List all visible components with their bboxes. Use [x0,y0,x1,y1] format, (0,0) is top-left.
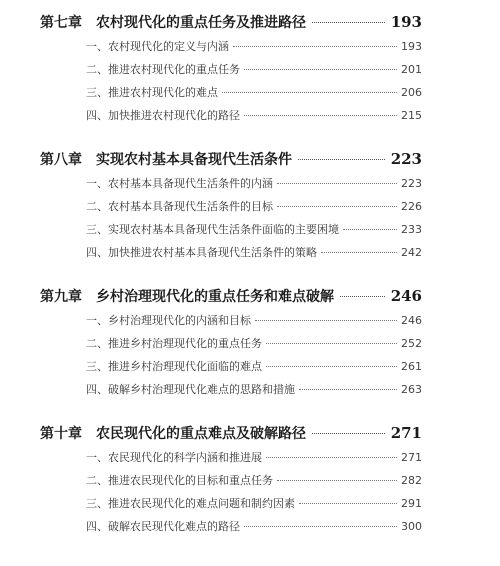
chapter-title: 乡村治理现代化的重点任务和难点破解 [96,289,334,305]
section-title: 一、乡村治理现代化的内涵和目标 [86,314,251,327]
section-title: 三、推进农民现代化的难点问题和制约因素 [86,497,295,510]
dot-leader [277,183,397,184]
chapter-heading[interactable] [40,286,422,308]
section-title: 三、推进乡村治理现代化面临的难点 [86,360,262,373]
section-entry[interactable] [86,107,422,125]
dot-leader [277,206,397,207]
section-page-number: 271 [401,451,422,464]
chapter-number: 第八章 [40,152,82,168]
section-title: 二、推进乡村治理现代化的重点任务 [86,337,262,350]
section-entry[interactable] [86,175,422,193]
section-page-number: 263 [401,383,422,396]
dot-leader [255,320,397,321]
dot-leader [299,389,397,390]
dot-leader [266,343,397,344]
chapter-title: 实现农村基本具备现代生活条件 [96,152,292,168]
section-page-number: 282 [401,474,422,487]
section-entry[interactable] [86,312,422,330]
section-page-number: 201 [401,63,422,76]
dot-leader [298,159,385,160]
section-entry[interactable] [86,198,422,216]
chapter-title: 农民现代化的重点难点及破解路径 [96,426,306,442]
dot-leader [266,457,397,458]
section-page-number: 215 [401,109,422,122]
section-title: 三、实现农村基本具备现代生活条件面临的主要困境 [86,223,339,236]
dot-leader [244,69,397,70]
section-title: 四、加快推进农村现代化的路径 [86,109,240,122]
dot-leader [312,433,385,434]
section-page-number: 193 [401,40,422,53]
section-entry[interactable] [86,244,422,262]
section-entry[interactable] [86,335,422,353]
section-entry[interactable] [86,38,422,56]
section-title: 一、农民现代化的科学内涵和推进展 [86,451,262,464]
chapter-heading[interactable] [40,12,422,34]
section-entry[interactable] [86,518,422,536]
section-title: 二、推进农民现代化的目标和重点任务 [86,474,273,487]
section-entry[interactable] [86,472,422,490]
section-entry[interactable] [86,358,422,376]
dot-leader [244,526,397,527]
section-title: 一、农村基本具备现代生活条件的内涵 [86,177,273,190]
section-title: 三、推进农村现代化的难点 [86,86,218,99]
section-title: 二、推进农村现代化的重点任务 [86,63,240,76]
dot-leader [299,503,397,504]
section-page-number: 246 [401,314,422,327]
section-entry[interactable] [86,449,422,467]
dot-leader [244,115,397,116]
dot-leader [266,366,397,367]
section-page-number: 233 [401,223,422,236]
section-page-number: 291 [401,497,422,510]
section-entry[interactable] [86,495,422,513]
section-title: 四、加快推进农村基本具备现代生活条件的策略 [86,246,317,259]
section-entry[interactable] [86,221,422,239]
dot-leader [340,296,385,297]
chapter-page-number: 223 [390,150,422,168]
section-title: 四、破解乡村治理现代化难点的思路和措施 [86,383,295,396]
dot-leader [312,22,385,23]
dot-leader [321,252,397,253]
chapter-number: 第七章 [40,15,82,31]
dot-leader [343,229,397,230]
chapter-page-number: 271 [390,424,422,442]
section-title: 一、农村现代化的定义与内涵 [86,40,229,53]
section-page-number: 261 [401,360,422,373]
chapter-heading[interactable] [40,149,422,171]
section-entry[interactable] [86,381,422,399]
section-page-number: 300 [401,520,422,533]
section-entry[interactable] [86,84,422,102]
section-title: 二、农村基本具备现代生活条件的目标 [86,200,273,213]
chapter-heading[interactable] [40,423,422,445]
dot-leader [222,92,397,93]
dot-leader [233,46,397,47]
section-title: 四、破解农民现代化难点的路径 [86,520,240,533]
section-page-number: 242 [401,246,422,259]
section-page-number: 226 [401,200,422,213]
chapter-title: 农村现代化的重点任务及推进路径 [96,15,306,31]
chapter-number: 第十章 [40,426,82,442]
chapter-page-number: 193 [390,13,422,31]
chapter-number: 第九章 [40,289,82,305]
chapter-page-number: 246 [390,287,422,305]
section-page-number: 252 [401,337,422,350]
section-entry[interactable] [86,61,422,79]
dot-leader [277,480,397,481]
section-page-number: 223 [401,177,422,190]
section-page-number: 206 [401,86,422,99]
